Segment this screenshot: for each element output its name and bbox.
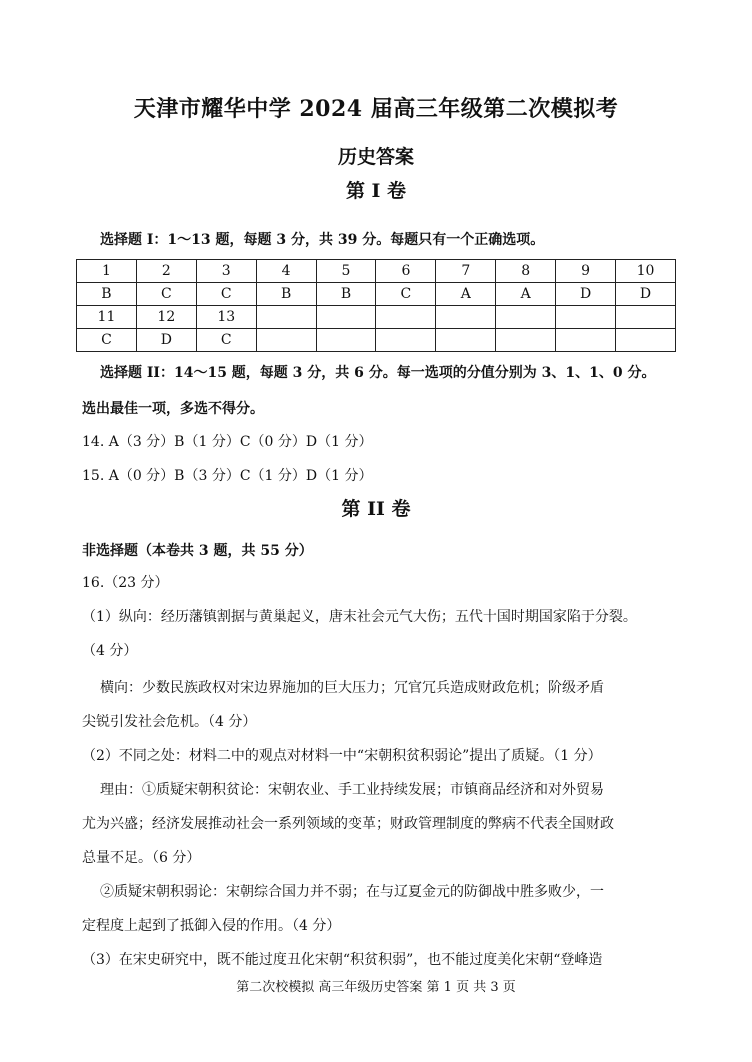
table-cell	[616, 329, 676, 352]
answer-line: 横向：少数民族政权对宋边界施加的巨大压力；冗官冗兵造成财政危机；阶级矛盾	[100, 680, 604, 696]
table-cell: C	[136, 283, 196, 306]
table-cell: 12	[136, 306, 196, 329]
table-cell: 9	[556, 260, 616, 283]
table-cell: C	[376, 283, 436, 306]
table-cell	[316, 329, 376, 352]
answer-q15: 15. A（0 分）B（3 分）C（1 分）D（1 分）	[82, 468, 373, 484]
answer-line: 理由：①质疑宋朝积贫论：宋朝农业、手工业持续发展；市镇商品经济和对外贸易	[100, 782, 604, 798]
answer-line: 尖锐引发社会危机。（4 分）	[82, 714, 257, 730]
table-cell	[436, 329, 496, 352]
table-cell	[616, 306, 676, 329]
answer-line: （2）不同之处：材料二中的观点对材料一中“宋朝积贫积弱论”提出了质疑。（1 分）	[82, 748, 602, 764]
table-cell	[376, 306, 436, 329]
table-cell: D	[136, 329, 196, 352]
table-cell: 3	[196, 260, 256, 283]
table-cell	[256, 306, 316, 329]
table-cell	[376, 329, 436, 352]
table-cell: 5	[316, 260, 376, 283]
table-row	[77, 260, 676, 283]
table-cell: 8	[496, 260, 556, 283]
table-cell	[556, 329, 616, 352]
choice2-instruction-line1: 选择题 II：14～15 题，每题 3 分，共 6 分。每一选项的分值分别为 3、1、1、0 分。	[100, 365, 656, 381]
table-cell: D	[556, 283, 616, 306]
answer-line: （1）纵向：经历藩镇割据与黄巢起义，唐末社会元气大伤；五代十国时期国家陷于分裂。	[82, 609, 637, 625]
table-cell: D	[616, 283, 676, 306]
answer-line: 定程度上起到了抵御入侵的作用。（4 分）	[82, 918, 341, 934]
question-16-header: 16.（23 分）	[82, 575, 169, 591]
table-cell: A	[436, 283, 496, 306]
choice1-instruction: 选择题 I：1～13 题，每题 3 分，共 39 分。每题只有一个正确选项。	[100, 232, 545, 248]
page-footer: 第二次校模拟 高三年级历史答案 第 1 页 共 3 页	[236, 980, 516, 995]
answer-line: （3）在宋史研究中，既不能过度丑化宋朝“积贫积弱”，也不能过度美化宋朝“登峰造	[82, 952, 603, 968]
answer-line: 尤为兴盛；经济发展推动社会一系列领域的变革；财政管理制度的弊病不代表全国财政	[82, 816, 614, 832]
answer-subtitle: 历史答案	[337, 146, 414, 168]
table-row	[77, 329, 676, 352]
table-cell	[496, 306, 556, 329]
answer-table	[76, 259, 676, 352]
table-cell: 2	[136, 260, 196, 283]
answer-line: ②质疑宋朝积弱论：宋朝综合国力并不弱；在与辽夏金元的防御战中胜多败少，一	[100, 884, 604, 900]
volume-2-title: 第 II 卷	[341, 498, 411, 520]
table-row	[77, 306, 676, 329]
nonchoice-heading: 非选择题（本卷共 3 题，共 55 分）	[82, 543, 313, 559]
volume-1-title: 第 I 卷	[345, 180, 407, 202]
answer-line: （4 分）	[82, 643, 138, 659]
table-cell	[316, 306, 376, 329]
table-cell: C	[77, 329, 137, 352]
table-cell: B	[316, 283, 376, 306]
table-cell: B	[256, 283, 316, 306]
table-cell: 13	[196, 306, 256, 329]
table-cell: 6	[376, 260, 436, 283]
table-cell	[436, 306, 496, 329]
table-cell: A	[496, 283, 556, 306]
choice2-instruction-line2: 选出最佳一项，多选不得分。	[82, 401, 264, 417]
table-cell: C	[196, 283, 256, 306]
table-cell	[556, 306, 616, 329]
answer-q14: 14. A（3 分）B（1 分）C（0 分）D（1 分）	[82, 434, 373, 450]
answer-line: 总量不足。（6 分）	[82, 850, 201, 866]
table-cell: 7	[436, 260, 496, 283]
exam-title: 天津市耀华中学 2024 届高三年级第二次模拟考	[133, 96, 619, 122]
table-cell: 11	[77, 306, 137, 329]
table-cell: 10	[616, 260, 676, 283]
table-row	[77, 283, 676, 306]
table-cell: C	[196, 329, 256, 352]
table-cell: 1	[77, 260, 137, 283]
table-cell	[256, 329, 316, 352]
table-cell: B	[77, 283, 137, 306]
table-cell	[496, 329, 556, 352]
table-cell: 4	[256, 260, 316, 283]
